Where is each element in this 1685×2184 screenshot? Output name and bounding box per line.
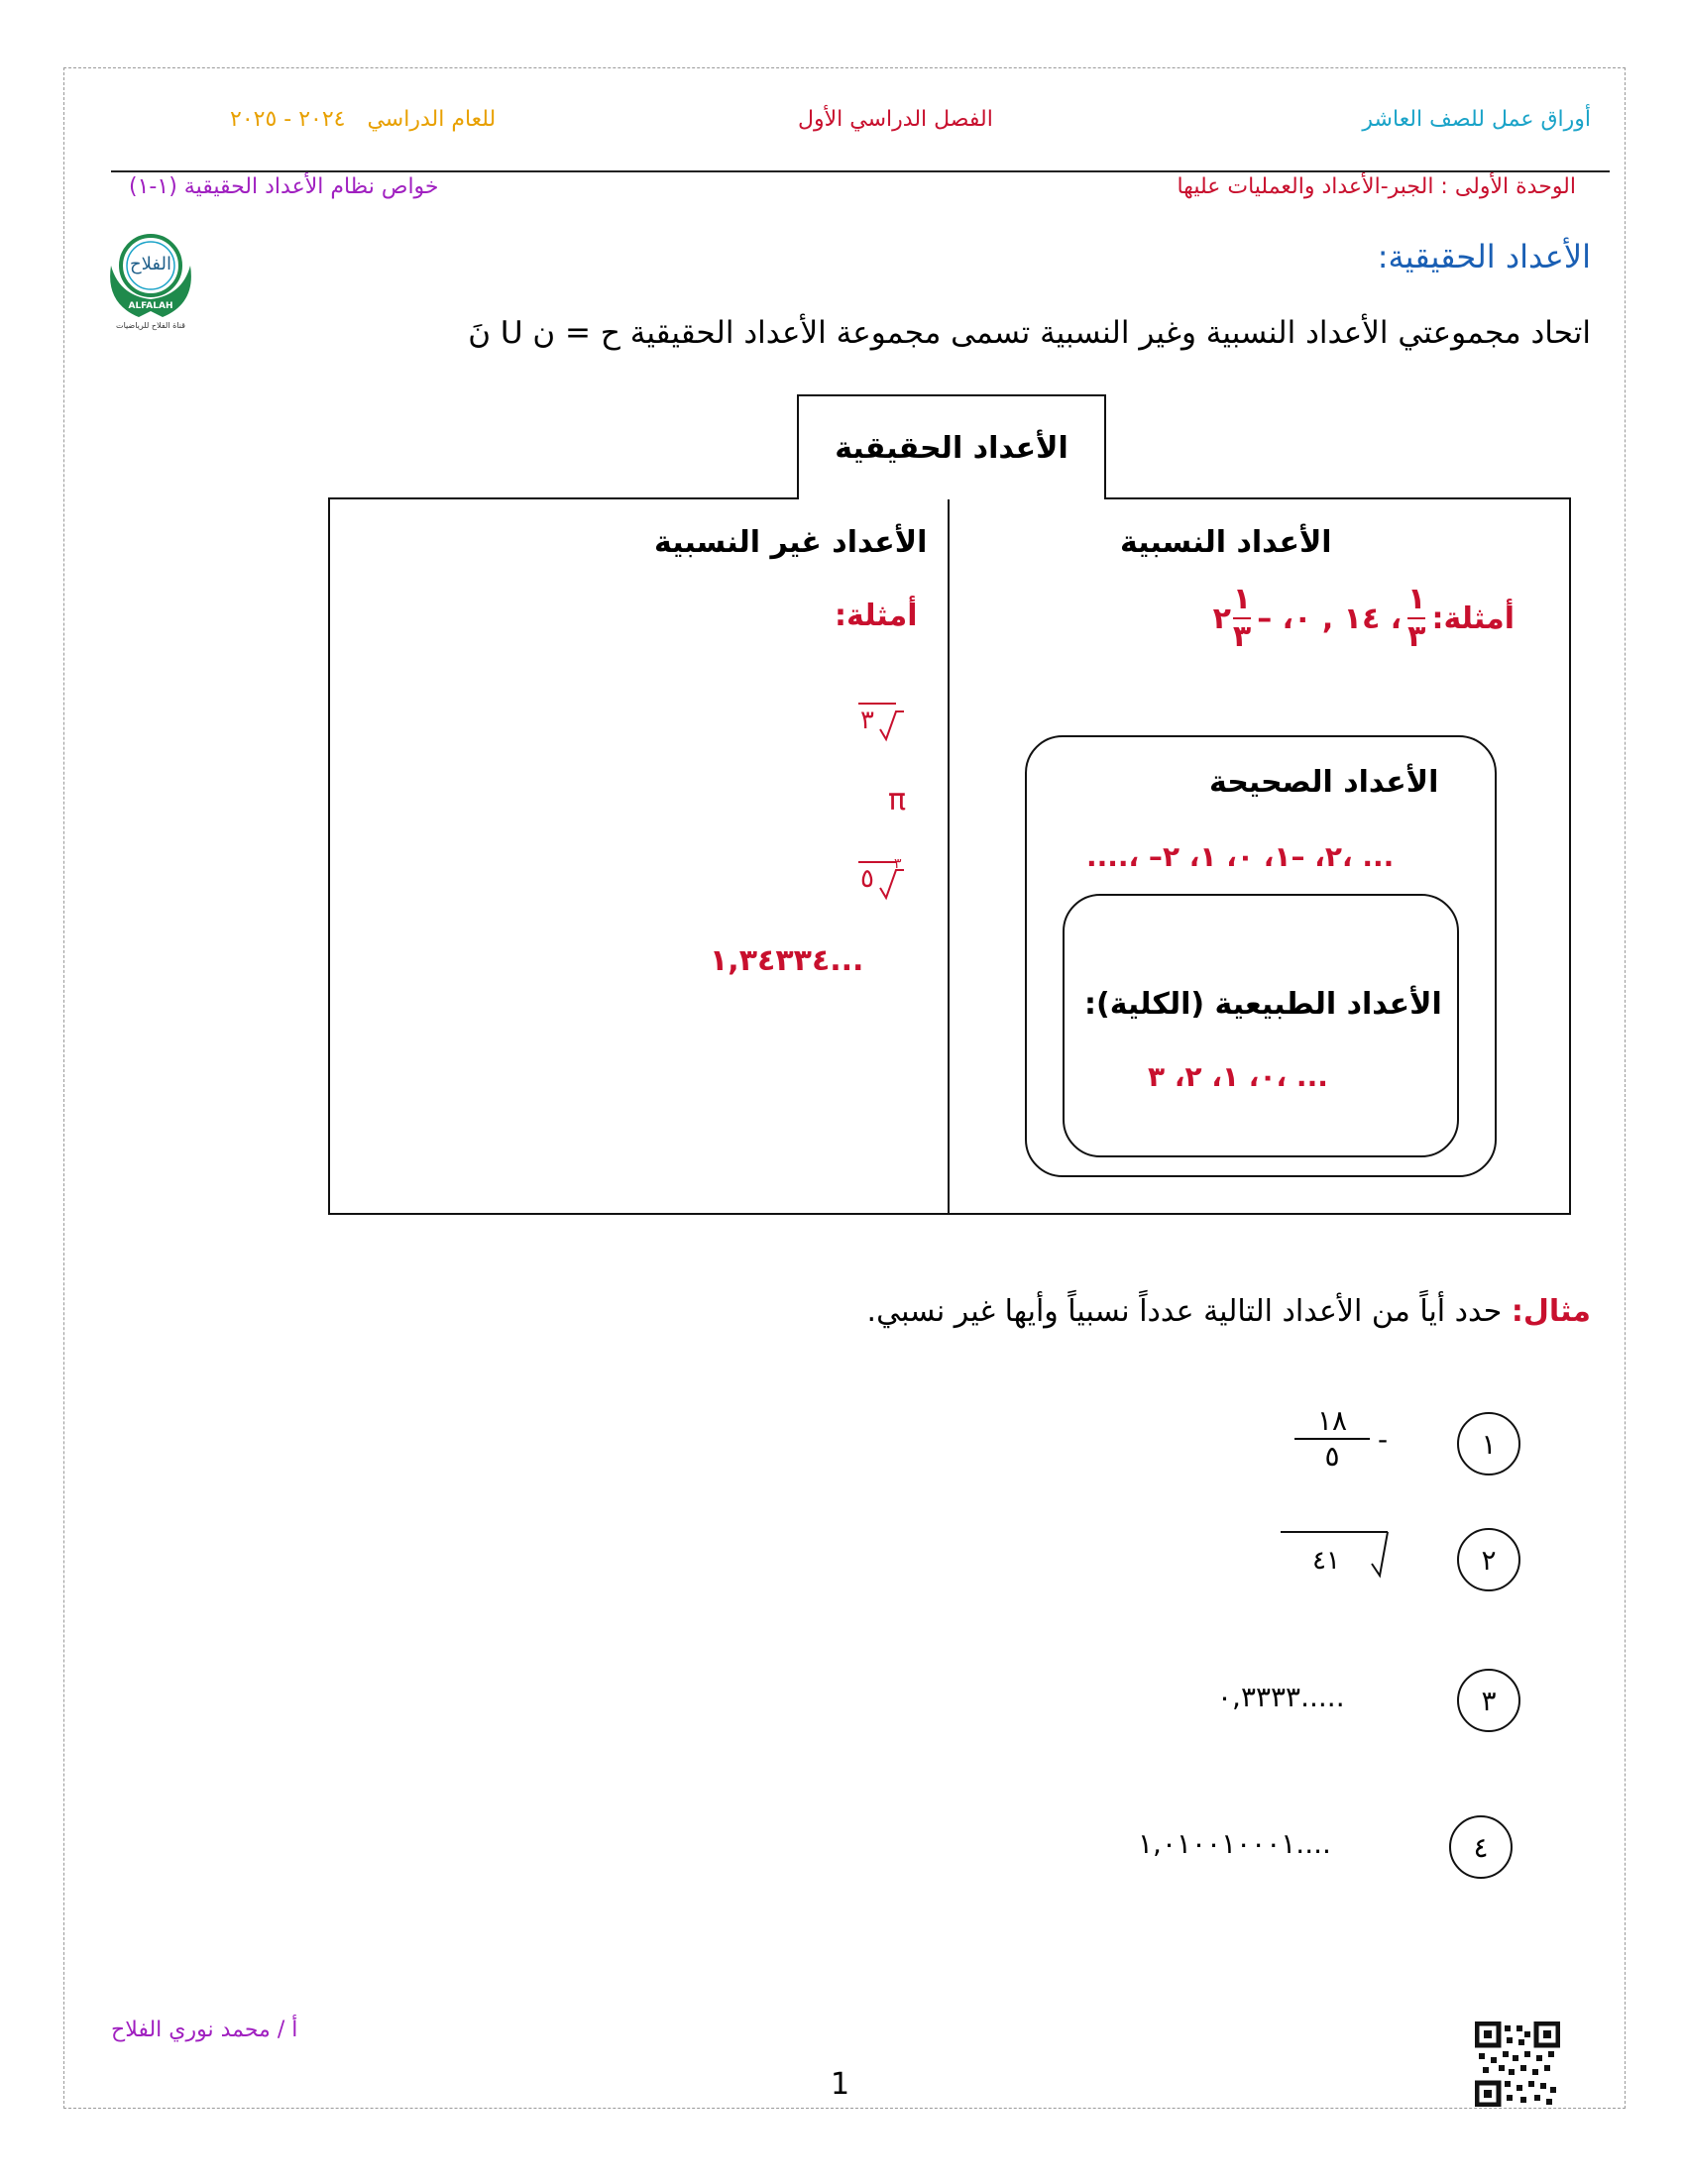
- naturals-values: ٠، ١، ٢، ٣، ...: [1148, 1060, 1328, 1093]
- school-year: [230, 107, 496, 132]
- pi-symbol: π: [888, 783, 907, 818]
- item-1-value: [1294, 1404, 1389, 1473]
- example-prompt: حدد أياً من الأعداد التالية عدداً نسبياً وأيها غير نسبي.: [866, 1294, 1503, 1329]
- example-heading: [867, 1294, 1591, 1329]
- rational-examples-label: أمثلة:: [1431, 601, 1515, 636]
- year-value: ٢٠٢٤ - ٢٠٢٥: [230, 107, 346, 132]
- item-2-value: ٤١: [1277, 1526, 1404, 1585]
- page-number: 1: [831, 2067, 850, 2102]
- semester-label: الفصل الدراسي الأول: [798, 107, 993, 132]
- qr-code-icon: [1475, 2021, 1560, 2107]
- real-numbers-title-box: [797, 394, 1106, 499]
- item-4-value: ١,٠١٠٠١٠٠٠١....: [1138, 1827, 1331, 1860]
- rational-examples: [1212, 582, 1515, 654]
- year-label: للعام الدراسي: [367, 107, 497, 132]
- author-name: أ / محمد نوري الفلاح: [111, 2018, 298, 2042]
- item-4-circle: ٤: [1449, 1815, 1513, 1879]
- diagram-divider: [948, 497, 950, 1215]
- worksheet-title: أوراق عمل للصف العاشر: [1362, 107, 1591, 132]
- irrational-title: الأعداد غير النسبية: [654, 525, 928, 560]
- section-title: الأعداد الحقيقية:: [1377, 238, 1591, 275]
- irrational-examples-label: أمثلة:: [835, 599, 918, 633]
- rational-title: الأعداد النسبية: [1120, 525, 1332, 560]
- fraction-one-third: $\frac{١}{٣}$: [1407, 582, 1426, 654]
- integers-values: ....، –٢، –١، ٠، ١، ٢، ...: [1086, 840, 1395, 873]
- logo-emblem-icon: [99, 226, 202, 329]
- item-3-value: ٠,٣٣٣٣.....: [1217, 1681, 1345, 1713]
- item-2-circle: ٢: [1457, 1528, 1520, 1591]
- example-label: مثال:: [1511, 1294, 1591, 1329]
- naturals-title: الأعداد الطبيعية (الكلية):: [1084, 987, 1442, 1022]
- definition-text: اتحاد مجموعتي الأعداد النسبية وغير النسبية تسمى مجموعة الأعداد الحقيقية ح = ن U نَ: [468, 315, 1591, 351]
- integers-title: الأعداد الصحيحة: [1209, 765, 1439, 800]
- item-1-circle: ١: [1457, 1412, 1520, 1475]
- unit-title: الوحدة الأولى : الجبر-الأعداد والعمليات عليها: [1177, 174, 1576, 199]
- real-numbers-title: الأعداد الحقيقية: [835, 430, 1068, 466]
- alfalah-logo: [99, 226, 202, 329]
- rational-examples-values: ، ١٤ , ٠، –: [1257, 601, 1403, 636]
- item-3-circle: ٣: [1457, 1669, 1520, 1732]
- logo-subtext: ALFALAH: [128, 301, 173, 311]
- lesson-title: خواص نظام الأعداد الحقيقية (١-١): [129, 174, 439, 199]
- naturals-box: [1063, 894, 1459, 1157]
- logo-text: الفلاح: [130, 254, 171, 274]
- qr-code: [1475, 2021, 1560, 2107]
- fraction-18-5: $\frac{١٨}{٥}$: [1294, 1407, 1370, 1471]
- irrational-decimal: ١,٣٤٣٣٤...: [710, 943, 864, 978]
- mixed-number: ٢ $\frac{١}{٣}$: [1212, 582, 1252, 654]
- logo-caption: قناة الفلاح للرياضيات: [116, 321, 185, 330]
- header-rule: [111, 170, 1610, 172]
- radical-sign-icon: [1277, 1526, 1404, 1585]
- minus-sign: -: [1378, 1422, 1389, 1456]
- sqrt-three: ٣: [854, 696, 906, 745]
- cube-root-five: ٥ ٣: [854, 852, 910, 904]
